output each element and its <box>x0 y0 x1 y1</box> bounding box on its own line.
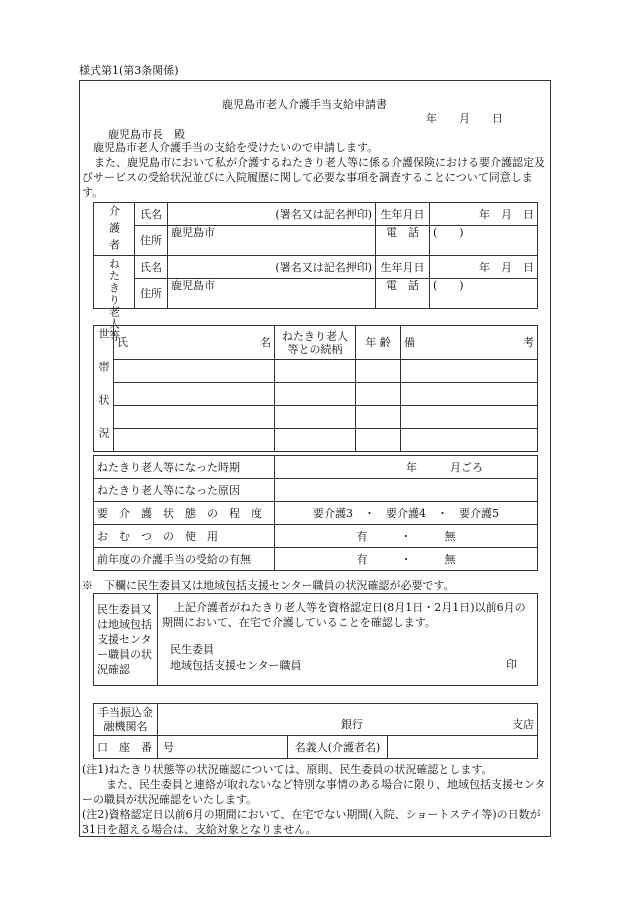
bedridden-seal-note[interactable]: (署名又は記名押印) <box>168 256 376 279</box>
bedridden-phone-label: 電 話 <box>376 279 430 309</box>
bedridden-address-value[interactable]: 鹿児島市 <box>168 279 376 309</box>
caregiver-phone-label: 電 話 <box>376 226 430 256</box>
household-row[interactable] <box>94 383 538 406</box>
caregiver-birth-value[interactable]: 年 月 日 <box>430 203 538 226</box>
caregiver-birth-label: 生年月日 <box>376 203 430 226</box>
col-age-header: 年 齢 <box>356 326 401 360</box>
cause-value[interactable] <box>275 479 538 502</box>
bank-label: 手当振込金融機関名 <box>94 704 158 736</box>
bedridden-phone-value[interactable]: ( ) <box>430 279 538 309</box>
caregiver-phone-value[interactable]: ( ) <box>430 226 538 256</box>
addressee: 鹿児島市長 殿 <box>108 128 185 141</box>
diaper-label: お む つ の 使 用 <box>94 525 275 548</box>
bank-suffix: 銀行 <box>341 718 363 731</box>
caregiver-address-value[interactable]: 鹿児島市 <box>168 226 376 256</box>
form-number: 様式第1(第3条関係) <box>79 64 179 77</box>
account-value[interactable] <box>158 736 288 759</box>
household-table <box>93 325 538 460</box>
confirm-role-2[interactable]: 地域包括支援センター職員 <box>170 659 302 672</box>
holder-value[interactable] <box>388 736 538 759</box>
household-row[interactable] <box>94 429 538 452</box>
caregiver-name-label: 氏名 <box>135 203 168 226</box>
bedridden-name-label: 氏名 <box>135 256 168 279</box>
col-name-1: 氏 <box>117 336 128 349</box>
confirm-label: 民生委員又は地域包括支援センター職員の状況確認 <box>94 594 158 686</box>
bedridden-birth-value[interactable]: 年 月 日 <box>430 256 538 279</box>
account-label: 口 座 番 号 <box>94 736 158 759</box>
note-2: (注2)資格認定日以前6月の期間において、在宅でない期間(入院、ショートステイ等)の日数が31日を超える場合は、支給対象となりません。 <box>82 808 541 836</box>
household-label: 世帯状況 <box>94 326 114 452</box>
form-title: 鹿児島市老人介護手当支給申請書 <box>222 98 387 111</box>
bedridden-label: ねたきり老人等 <box>94 256 135 309</box>
bank-table <box>93 703 538 759</box>
care-label: 要 介 護 状 態 の 程 度 <box>94 502 275 525</box>
holder-label: 名義人(介護者名) <box>288 736 388 759</box>
branch-suffix: 支店 <box>512 718 534 731</box>
intro-text-1: 鹿児島市老人介護手当の支給を受けたいので申請します。 <box>93 141 379 154</box>
prev-value[interactable]: 有 ・ 無 <box>275 548 538 571</box>
caregiver-address-label: 住所 <box>135 226 168 256</box>
household-row[interactable] <box>94 360 538 383</box>
confirm-text: 上記介護者がねたきり老人等を資格認定日(8月1日・2月1日)以前6月の期間において、在宅で介護していることを確認します。 <box>162 601 526 629</box>
cause-label: ねたきり老人等になった原因 <box>94 479 275 502</box>
care-value[interactable]: 要介護3 ・ 要介護4 ・ 要介護5 <box>275 502 538 525</box>
time-value[interactable]: 年 月ごろ <box>275 456 538 479</box>
note-1b: また、民生委員と連絡が取れないなど特別な事情のある場合に限り、地域包括支援センターの職員が状況確認をいたします。 <box>82 778 546 806</box>
diaper-value[interactable]: 有 ・ 無 <box>275 525 538 548</box>
confirm-seal: 印 <box>506 658 517 671</box>
note-1a: (注1)ねたきり状態等の状況確認については、原則、民生委員の状況確認とします。 <box>82 763 493 776</box>
status-table <box>93 455 538 571</box>
col-note-1: 備 <box>404 336 415 349</box>
bank-value[interactable] <box>158 704 538 736</box>
col-note-header <box>401 326 538 360</box>
time-label: ねたきり老人等になった時期 <box>94 456 275 479</box>
confirm-cell <box>158 594 538 686</box>
intro-text-2: また、鹿児島市において私が介護するねたきり老人等に係る介護保険における要介護認定及びサービスの受給状況並びに入院履歴に関して必要な事項を調査することについて同意します。 <box>82 156 545 199</box>
confirm-table <box>93 593 538 686</box>
notice-text: ※ 下欄に民生委員又は地域包括支援センター職員の状況確認が必要です。 <box>82 579 455 592</box>
prev-label: 前年度の介護手当の受給の有無 <box>94 548 275 571</box>
col-name-2: 名 <box>260 336 271 349</box>
household-row[interactable] <box>94 406 538 429</box>
bedridden-birth-label: 生年月日 <box>376 256 430 279</box>
caregiver-label: 介護者 <box>94 203 135 256</box>
bedridden-address-label: 住所 <box>135 279 168 309</box>
person-table <box>93 202 538 342</box>
confirm-role-1: 民生委員 <box>170 643 214 656</box>
col-name-header <box>114 326 275 360</box>
col-note-2: 考 <box>523 336 534 349</box>
col-relation-header: ねたきり老人等との続柄 <box>275 326 356 360</box>
caregiver-seal-note[interactable]: (署名又は記名押印) <box>168 203 376 226</box>
date-line[interactable]: 年 月 日 <box>426 112 503 125</box>
